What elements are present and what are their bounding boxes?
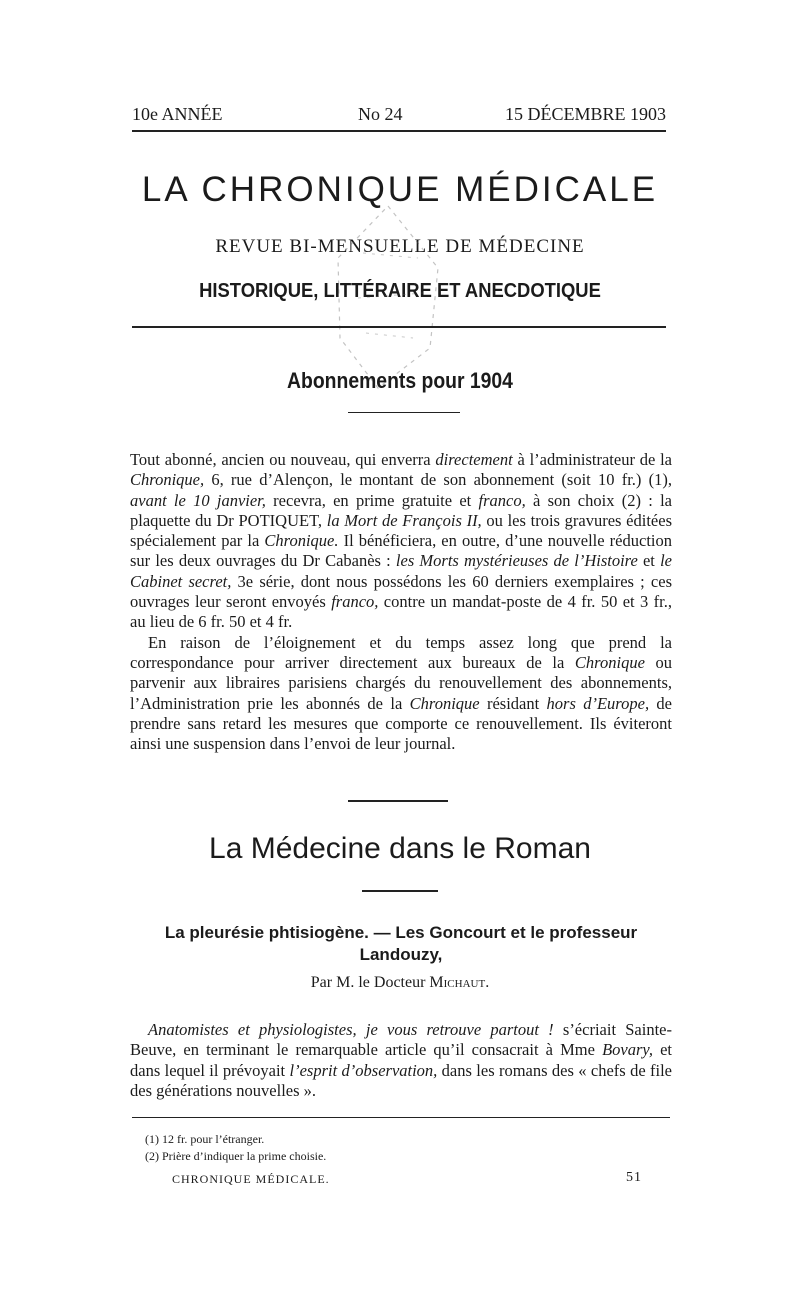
issue-header [132, 104, 666, 128]
footer-journal: CHRONIQUE MÉDICALE. [172, 1172, 330, 1186]
article-author [0, 974, 800, 992]
footnote-2: (2) Prière d’indiquer la prime choisie. [145, 1149, 327, 1163]
text-italic: la Mort de François II, [326, 510, 482, 530]
footnotes [145, 1131, 665, 1165]
text-italic: Chronique. [264, 531, 339, 551]
header-rule [132, 130, 666, 132]
author-name: Michaut. [429, 974, 490, 991]
notice-paragraph-1 [130, 450, 672, 633]
text: Tout abonné, ancien ou nouveau, qui enverra [130, 450, 436, 469]
article-title: La pleurésie phtisiogène. — Les Goncourt et le professeur Landouzy, [164, 923, 638, 964]
text: 6, rue d’Alençon, le montant de son abonnement (soit 10 fr.) (1), [204, 470, 672, 490]
text: résidant [479, 693, 547, 713]
text-italic: Chronique [409, 693, 480, 713]
text: dans les romans des « chefs de file des générations nouvelles ». [130, 1060, 672, 1100]
section-title: La Médecine dans le Roman [209, 832, 591, 865]
section-divider [348, 800, 448, 802]
text: ou les trois gravures éditées spécialement par la [130, 510, 672, 551]
heading-rule [348, 412, 460, 413]
text: Il bénéficiera, en outre, d’une nouvelle réduction sur les deux ouvrages du Dr Cabanès : [130, 531, 672, 571]
text-italic: directement [435, 450, 513, 469]
text: 3e série, dont nous possédons les 60 derniers exemplaires ; ces ouvrages leur seront envoyés [130, 571, 672, 612]
text: En raison de l’éloignement et du temps assez long que prend la correspondance pour arriver directement aux bureaux de la [130, 632, 672, 672]
footnote-rule [132, 1117, 670, 1118]
text: recevra, en prime gratuite et [265, 490, 479, 510]
text: ou parvenir aux libraires parisiens chargés du renouvellement des abonnements, l’Administration prie les abonnés de la [130, 652, 673, 713]
text-italic: franco, [478, 490, 526, 510]
author-prefix: Par M. le Docteur [310, 974, 430, 991]
text: s’écriait Sainte-Beuve, en terminant le remarquable article qu’il consacrait à Mme [130, 1020, 672, 1060]
text-italic: franco, [331, 592, 379, 612]
issue-date: 15 DÉCEMBRE 1903 [504, 104, 666, 124]
text: et dans lequel il prévoyait [130, 1040, 672, 1080]
text: à l’administrateur de la [512, 450, 673, 469]
text-italic: Bovary, [602, 1040, 653, 1060]
text: à son choix (2) : la plaquette du Dr POTIQUET, [130, 490, 672, 530]
journal-subtitle-1: REVUE BI-MENSUELLE DE MÉDECINE [215, 236, 585, 257]
text-italic: le Cabinet secret, [130, 551, 672, 591]
text-italic: hors d’Europe, [546, 693, 650, 713]
notice-paragraph-2 [130, 633, 672, 755]
text-italic: l’esprit d’observation, [289, 1060, 438, 1080]
subscription-heading: Abonnements pour 1904 [287, 368, 513, 393]
page-number: 51 [626, 1170, 642, 1185]
subscription-notice [130, 450, 672, 754]
text-italic: Chronique, [130, 470, 205, 490]
text-italic: Chronique [574, 652, 645, 672]
issue-year: 10e ANNÉE [132, 104, 223, 124]
text-italic: avant le 10 janvier, [130, 490, 266, 510]
text: et [637, 551, 661, 571]
text: de prendre sans retard les mesures que comporte ce renouvellement. Ils éviteront ainsi une suspension dans l’envoi de leur journal. [130, 693, 673, 754]
text-italic: Anatomistes et physiologistes, je vous retrouve partout ! [148, 1020, 554, 1039]
text: contre un mandat-poste de 4 fr. 50 et 3 fr., au lieu de 6 fr. 50 et 4 fr. [130, 592, 672, 632]
journal-title: LA CHRONIQUE MÉDICALE [141, 170, 659, 209]
issue-number: No 24 [358, 104, 403, 124]
section-title-rule [362, 890, 438, 892]
article-text [130, 1020, 672, 1101]
article-paragraph-1 [130, 1020, 672, 1101]
masthead-rule [132, 326, 666, 328]
journal-subtitle-2: HISTORIQUE, LITTÉRAIRE ET ANECDOTIQUE [199, 280, 601, 302]
footnote-1: (1) 12 fr. pour l’étranger. [145, 1132, 265, 1146]
text-italic: les Morts mystérieuses de l’Histoire [395, 551, 638, 571]
